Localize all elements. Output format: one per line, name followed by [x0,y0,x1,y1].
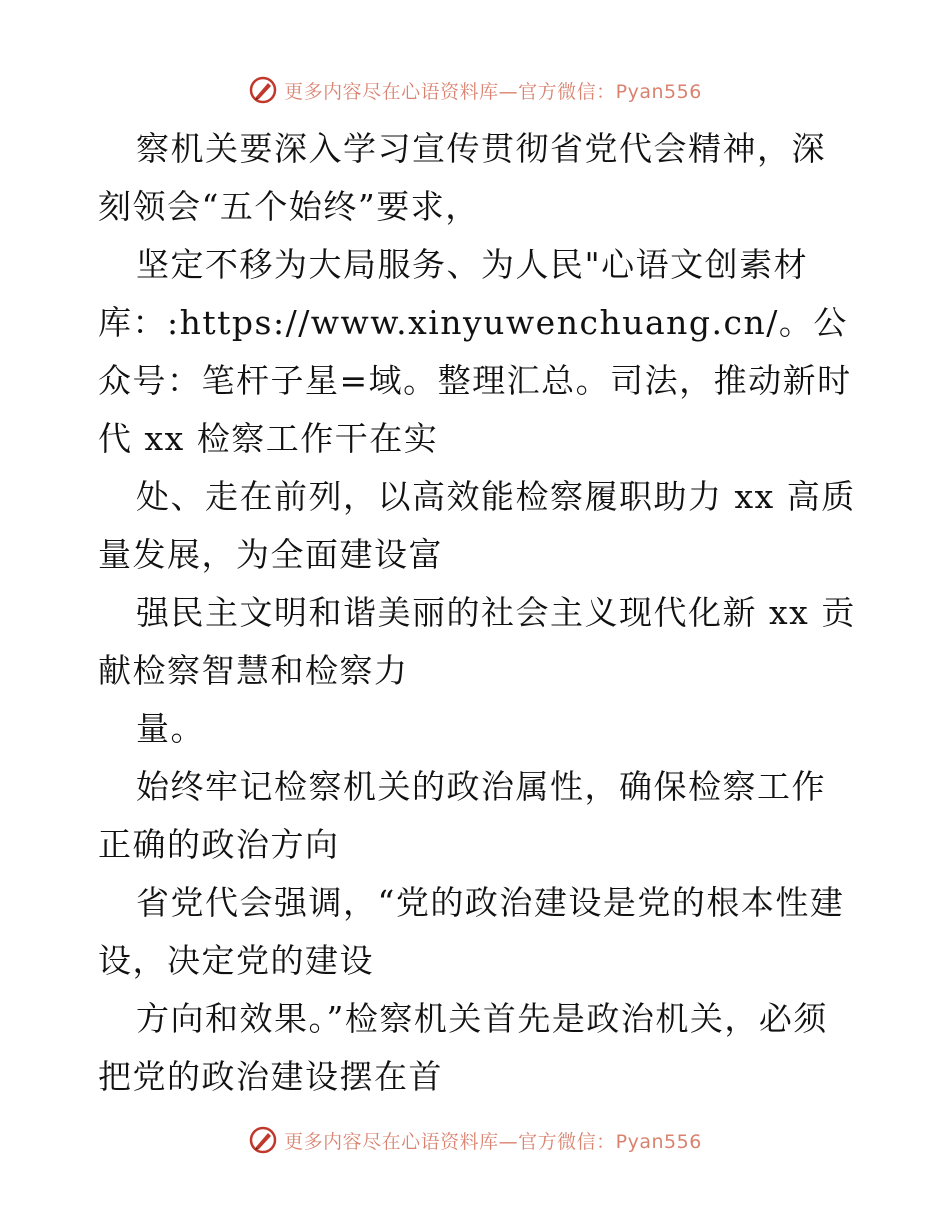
watermark-text: 更多内容尽在心语资料库—官方微信：Pyan556 [284,80,702,103]
paragraph: 省党代会强调，“党的政治建设是党的根本性建设，决定党的建设 [98,883,845,980]
pen-circle-icon [248,1125,278,1155]
paragraph: 始终牢记检察机关的政治属性，确保检察工作正确的政治方向 [98,767,826,864]
pen-circle-icon [248,75,278,105]
header-watermark [0,70,950,110]
paragraph: 量。 [136,709,205,748]
watermark-text: 更多内容尽在心语资料库—官方微信：Pyan556 [284,1130,702,1153]
paragraph: 察机关要深入学习宣传贯彻省党代会精神，深刻领会“五个始终”要求， [98,129,826,226]
paragraph: 方向和效果。”检察机关首先是政治机关，必须把党的政治建设摆在首 [98,999,828,1096]
paragraph: 坚定不移为大局服务、为人民"心语文创素材库：:https://www.xinyuwenchuang.cn/。公众号：笔杆子星=域。整理汇总。司法，推动新时代 xx 检察工作干在实 [98,245,852,458]
paragraph: 强民主文明和谐美丽的社会主义现代化新 xx 贡献检察智慧和检察力 [98,593,856,690]
footer-watermark [0,1120,950,1160]
document-body [98,120,858,1106]
paragraph: 处、走在前列，以高效能检察履职助力 xx 高质量发展，为全面建设富 [98,477,856,574]
